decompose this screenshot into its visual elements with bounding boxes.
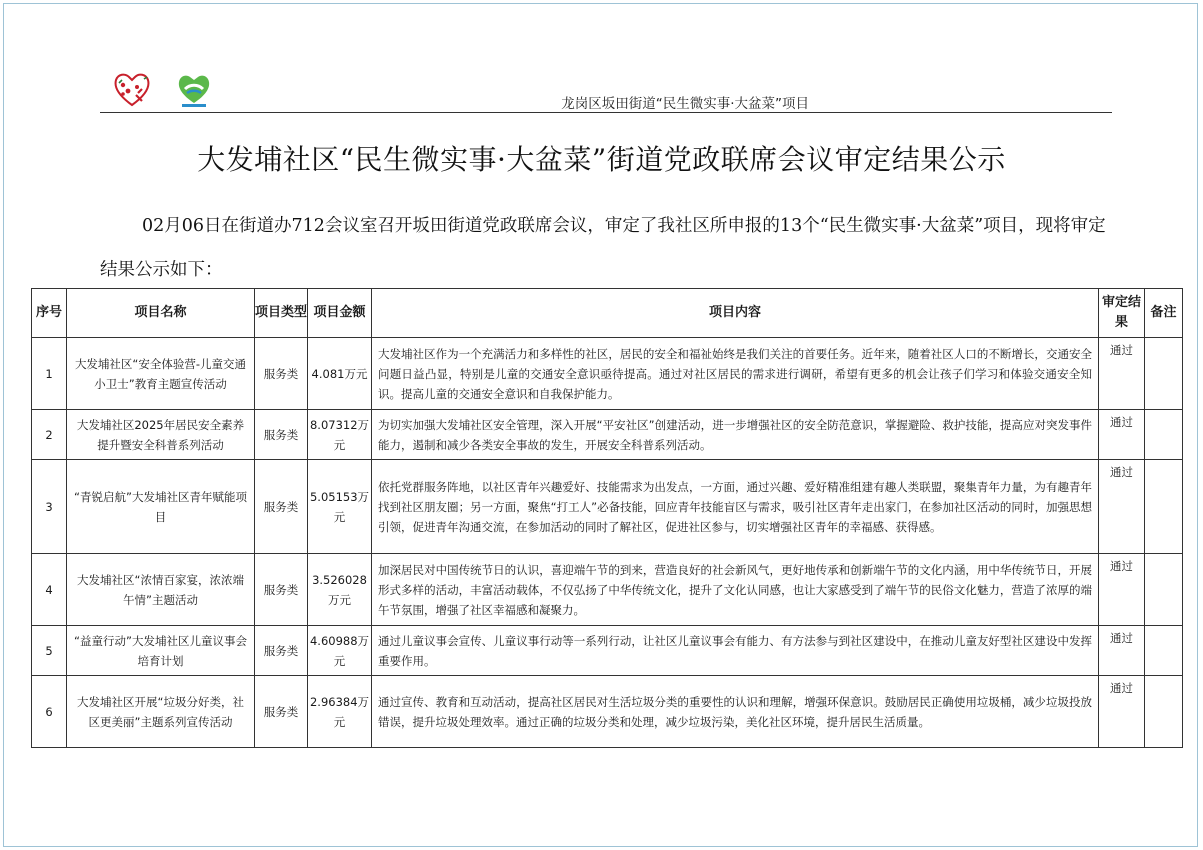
logo-group [110,66,216,112]
row-name: 大发埔社区“浓情百家宴，浓浓端午情”主题活动 [67,554,255,626]
row-result: 通过 [1099,626,1145,676]
row-remark [1145,410,1183,460]
row-index: 3 [32,460,67,554]
row-index: 4 [32,554,67,626]
row-name: 大发埔社区开展“垃圾分好类，社区更美丽”主题系列宣传活动 [67,676,255,748]
header-name: 项目名称 [67,289,255,338]
green-heart-logo-icon [172,67,216,111]
row-content: 通过宣传、教育和互动活动，提高社区居民对生活垃圾分类的重要性的认识和理解，增强环保意识。鼓励居民正确使用垃圾桶，减少垃圾投放错误，提升垃圾处理效率。通过正确的垃圾分类和处理，减少垃圾污染，美化社区环境，提升居民生活质量。 [372,676,1099,748]
row-index: 6 [32,676,67,748]
row-result: 通过 [1099,460,1145,554]
row-remark [1145,338,1183,410]
row-name: 大发埔社区“安全体验营-儿童交通小卫士”教育主题宣传活动 [67,338,255,410]
row-amount: 4.60988万元 [308,626,372,676]
intro-paragraph: 02月06日在街道办712会议室召开坂田街道党政联席会议，审定了我社区所申报的13个“民生微实事·大盆菜”项目，现将审定结果公示如下： [100,216,1106,280]
row-remark [1145,626,1183,676]
row-amount: 4.081万元 [308,338,372,410]
row-amount: 5.05153万元 [308,460,372,554]
row-remark [1145,676,1183,748]
row-name: 大发埔社区2025年居民安全素养提升暨安全科普系列活动 [67,410,255,460]
table-row [32,338,1183,410]
row-result: 通过 [1099,554,1145,626]
row-type: 服务类 [255,410,308,460]
row-name: “益童行动”大发埔社区儿童议事会培育计划 [67,626,255,676]
page-title: 大发埔社区“民生微实事·大盆菜”街道党政联席会议审定结果公示 [197,143,1006,176]
row-content: 为切实加强大发埔社区安全管理，深入开展“平安社区”创建活动，进一步增强社区的安全防范意识，掌握避险、救护技能，提高应对突发事件能力，遏制和减少各类安全事故的发生，开展安全科普系列活动。 [372,410,1099,460]
header-type: 项目类型 [255,289,308,338]
row-index: 5 [32,626,67,676]
row-type: 服务类 [255,626,308,676]
table-row [32,626,1183,676]
header-amount: 项目金额 [308,289,372,338]
row-result: 通过 [1099,410,1145,460]
results-table [31,288,1183,748]
table-row [32,676,1183,748]
row-type: 服务类 [255,338,308,410]
row-amount: 8.07312万元 [308,410,372,460]
row-content: 大发埔社区作为一个充满活力和多样性的社区，居民的安全和福祉始终是我们关注的首要任务。近年来，随着社区人口的不断增长，交通安全问题日益凸显，特别是儿童的交通安全意识亟待提高。通过对社区居民的需求进行调研，希望有更多的机会让孩子们学习和体验交通安全知识。提高儿童的交通安全意识和自我保护能力。 [372,338,1099,410]
header-index: 序号 [32,289,67,338]
header-project-line: 龙岗区坂田街道“民生微实事·大盆菜”项目 [561,96,809,112]
row-amount: 3.526028万元 [308,554,372,626]
heart-flower-logo-icon [110,67,154,111]
row-content: 加深居民对中国传统节日的认识，喜迎端午节的到来，营造良好的社会新风气，更好地传承和创新端午节的文化内涵，用中华传统节日，开展形式多样的活动，丰富活动载体，不仅弘扬了中华传统文化，提升了文化认同感，也让大家感受到了端午节的民俗文化魅力，营造了浓厚的端午节氛围，增强了社区幸福感和凝聚力。 [372,554,1099,626]
table-row [32,460,1183,554]
row-index: 1 [32,338,67,410]
table-header-row [32,289,1183,338]
row-content: 通过儿童议事会宣传、儿童议事行动等一系列行动，让社区儿童议事会有能力、有方法参与到社区建设中，在推动儿童友好型社区建设中发挥重要作用。 [372,626,1099,676]
row-result: 通过 [1099,676,1145,748]
row-amount: 2.96384万元 [308,676,372,748]
table-row [32,554,1183,626]
row-type: 服务类 [255,460,308,554]
row-type: 服务类 [255,554,308,626]
row-type: 服务类 [255,676,308,748]
header-divider [100,112,1112,113]
header-remark: 备注 [1145,289,1183,338]
row-index: 2 [32,410,67,460]
row-name: “青锐启航”大发埔社区青年赋能项目 [67,460,255,554]
table-row [32,410,1183,460]
row-remark [1145,554,1183,626]
header-content: 项目内容 [372,289,1099,338]
row-content: 依托党群服务阵地，以社区青年兴趣爱好、技能需求为出发点，一方面，通过兴趣、爱好精准组建有趣人类联盟，聚集青年力量，为有趣青年找到社区朋友圈；另一方面，聚焦“打工人”必备技能，回应青年技能盲区与需求，吸引社区青年走出家门，在参加社区活动的同时，加强思想引领，促进青年沟通交流，在参加活动的同时了解社区，促进社区参与，切实增强社区青年的幸福感、获得感。 [372,460,1099,554]
row-remark [1145,460,1183,554]
row-result: 通过 [1099,338,1145,410]
header-result: 审定结果 [1099,289,1145,338]
